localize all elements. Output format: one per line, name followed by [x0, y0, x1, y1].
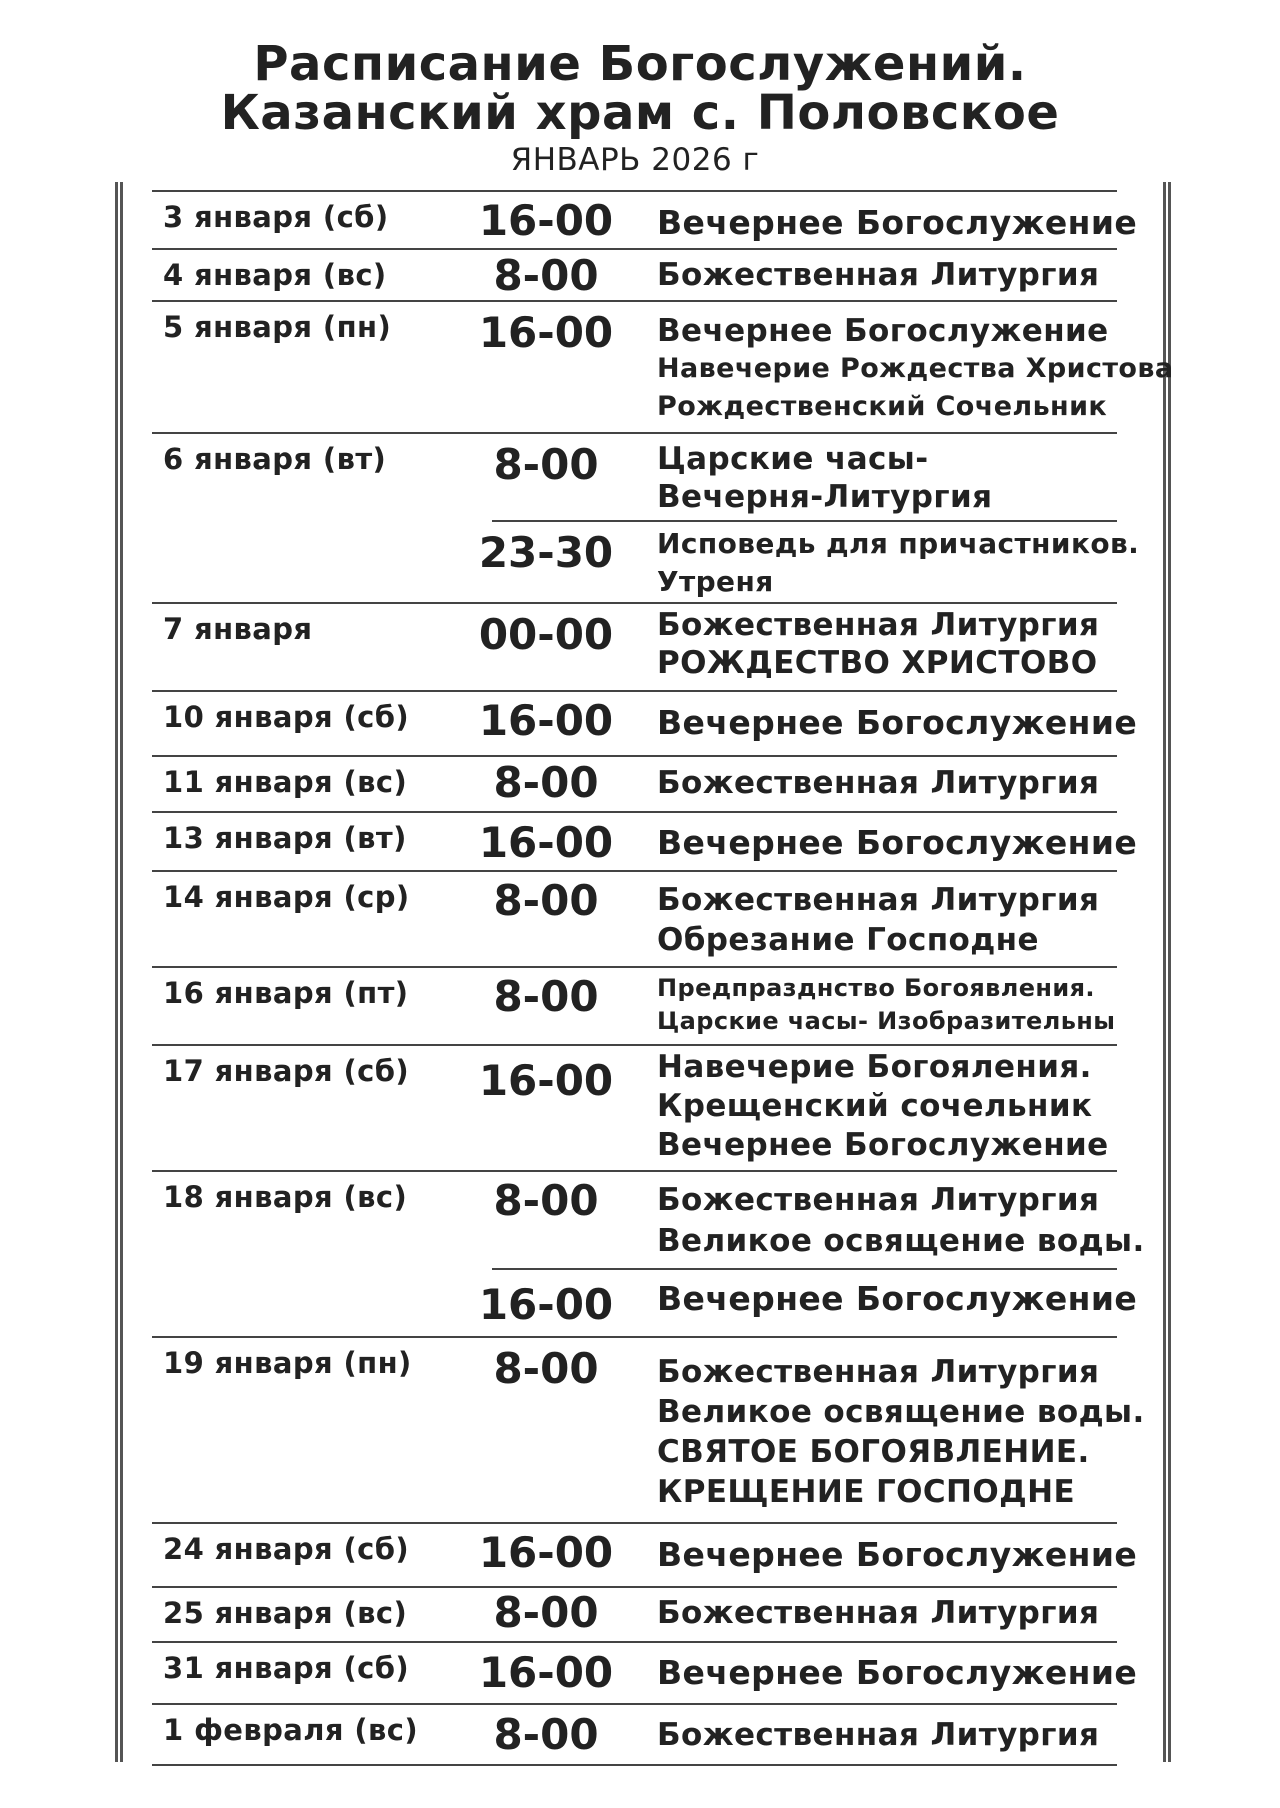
service-description: [657, 880, 1099, 960]
row-divider: [152, 870, 1117, 872]
service-date: 3 января (сб): [163, 200, 389, 234]
service-time: 16-00: [478, 818, 614, 867]
service-description: [657, 703, 1138, 742]
service-description-line: Царские часы-: [657, 441, 929, 477]
row-divider: [152, 248, 1117, 250]
service-description: [657, 1653, 1138, 1692]
row-divider: [152, 432, 1117, 434]
row-divider: [152, 602, 1117, 604]
service-time: 8-00: [493, 1710, 599, 1759]
service-description: [657, 1180, 1145, 1262]
service-description-line: Великое освящение воды.: [657, 1394, 1145, 1430]
sub-row-divider: [492, 1268, 1117, 1270]
service-time: 16-00: [478, 308, 614, 357]
service-description: [657, 440, 992, 516]
month-subtitle: ЯНВАРЬ 2026 г: [510, 142, 760, 178]
service-description-line: КРЕЩЕНИЕ ГОСПОДНЕ: [657, 1474, 1076, 1510]
service-date: 16 января (пт): [163, 976, 409, 1010]
service-description-line: Вечернее Богослужение: [657, 1653, 1138, 1692]
service-time: 8-00: [493, 1176, 599, 1225]
service-description-line: Великое освящение воды.: [657, 1223, 1145, 1259]
row-divider: [152, 1170, 1117, 1172]
service-description-line: Божественная Литургия: [657, 765, 1100, 801]
service-description: [657, 606, 1099, 682]
service-date: 5 января (пн): [163, 310, 392, 344]
service-date: 31 января (сб): [163, 1651, 410, 1685]
service-description-line: Вечернее Богослужение: [657, 313, 1109, 349]
service-description-line: Божественная Литургия: [657, 607, 1100, 643]
row-divider: [152, 966, 1117, 968]
service-description-line: Божественная Литургия: [657, 882, 1100, 918]
row-divider: [152, 300, 1117, 302]
row-divider: [152, 1641, 1117, 1643]
row-divider: [152, 1522, 1117, 1524]
row-divider: [152, 690, 1117, 692]
service-description-line: Крещенский сочельник: [657, 1088, 1093, 1124]
service-description-line: Утреня: [657, 565, 774, 598]
service-description-line: Божественная Литургия: [657, 1354, 1100, 1390]
service-description-line: Навечерие Богояления.: [657, 1049, 1092, 1085]
service-date: 1 февраля (вс): [163, 1713, 419, 1747]
service-description: [657, 1596, 1099, 1630]
row-divider: [152, 755, 1117, 757]
service-description: [657, 972, 1115, 1038]
service-date: 14 января (ср): [163, 880, 410, 914]
service-time: 16-00: [478, 196, 614, 245]
service-description-line: Царские часы- Изобразительны: [657, 1007, 1116, 1035]
service-description-line: Обрезание Господне: [657, 922, 1039, 958]
service-date: 13 января (вт): [163, 821, 407, 855]
service-description-line: Божественная Литургия: [657, 257, 1100, 293]
service-time: 16-00: [478, 696, 614, 745]
service-time: 00-00: [478, 610, 614, 659]
service-time: 8-00: [493, 758, 599, 807]
service-description: [657, 1048, 1109, 1165]
service-date: 10 января (сб): [163, 700, 410, 734]
service-time: 8-00: [493, 1588, 599, 1637]
service-description-line: Вечернее Богослужение: [657, 203, 1138, 242]
service-time: 8-00: [493, 972, 599, 1021]
service-description-line: Навечерие Рождества Христова: [657, 353, 1174, 384]
service-description-line: Рождественский Сочельник: [657, 391, 1108, 422]
service-description-line: Божественная Литургия: [657, 1595, 1100, 1631]
service-date: 4 января (вс): [163, 258, 387, 292]
service-description-line: Божественная Литургия: [657, 1717, 1100, 1753]
service-description-line: Вечерня-Литургия: [657, 479, 993, 515]
service-time: 23-30: [478, 528, 614, 577]
service-date: 19 января (пн): [163, 1346, 412, 1380]
service-time: 16-00: [478, 1528, 614, 1577]
row-divider: [152, 1336, 1117, 1338]
service-description: [657, 312, 1173, 426]
service-description-line: Вечернее Богослужение: [657, 1127, 1109, 1163]
service-description-line: РОЖДЕСТВО ХРИСТОВО: [657, 645, 1098, 681]
service-description: [657, 258, 1099, 292]
service-description-line: Вечернее Богослужение: [657, 703, 1138, 742]
service-date: 18 января (вс): [163, 1180, 408, 1214]
page-title: Расписание Богослужений.: [253, 36, 1027, 92]
service-date: 25 января (вс): [163, 1596, 408, 1630]
page-title-church: Казанский храм с. Половское: [220, 85, 1060, 141]
service-time: 8-00: [493, 1344, 599, 1393]
service-date: 24 января (сб): [163, 1532, 410, 1566]
service-description: [657, 1279, 1138, 1318]
sub-row-divider: [492, 520, 1117, 522]
service-description-line: Божественная Литургия: [657, 1182, 1100, 1218]
service-description: [657, 525, 1139, 601]
service-description-line: Вечернее Богослужение: [657, 1279, 1138, 1318]
row-divider: [152, 1044, 1117, 1046]
service-description: [657, 766, 1099, 800]
table-top-line: [152, 190, 1117, 192]
service-time: 8-00: [493, 876, 599, 925]
service-description-line: Предпразднство Богоявления.: [657, 974, 1095, 1002]
service-time: 16-00: [478, 1648, 614, 1697]
service-time: 16-00: [478, 1056, 614, 1105]
service-time: 8-00: [493, 440, 599, 489]
frame-left-border: [115, 182, 123, 1762]
service-description-line: СВЯТОЕ БОГОЯВЛЕНИЕ.: [657, 1434, 1090, 1470]
service-description: [657, 1718, 1099, 1752]
service-date: 6 января (вт): [163, 442, 387, 476]
service-description-line: Вечернее Богослужение: [657, 823, 1138, 862]
service-date: 17 января (сб): [163, 1054, 410, 1088]
service-description: [657, 823, 1138, 862]
service-time: 8-00: [493, 251, 599, 300]
row-divider: [152, 1586, 1117, 1588]
service-description-line: Исповедь для причастников.: [657, 527, 1140, 560]
service-date: 11 января (вс): [163, 765, 408, 799]
service-description-line: Вечернее Богослужение: [657, 1535, 1138, 1574]
service-description: [657, 1352, 1145, 1512]
service-time: 16-00: [478, 1280, 614, 1329]
row-divider: [152, 1764, 1117, 1766]
row-divider: [152, 811, 1117, 813]
service-description: [657, 1535, 1138, 1574]
service-description: [657, 203, 1138, 242]
row-divider: [152, 1703, 1117, 1705]
service-date: 7 января: [163, 612, 313, 646]
